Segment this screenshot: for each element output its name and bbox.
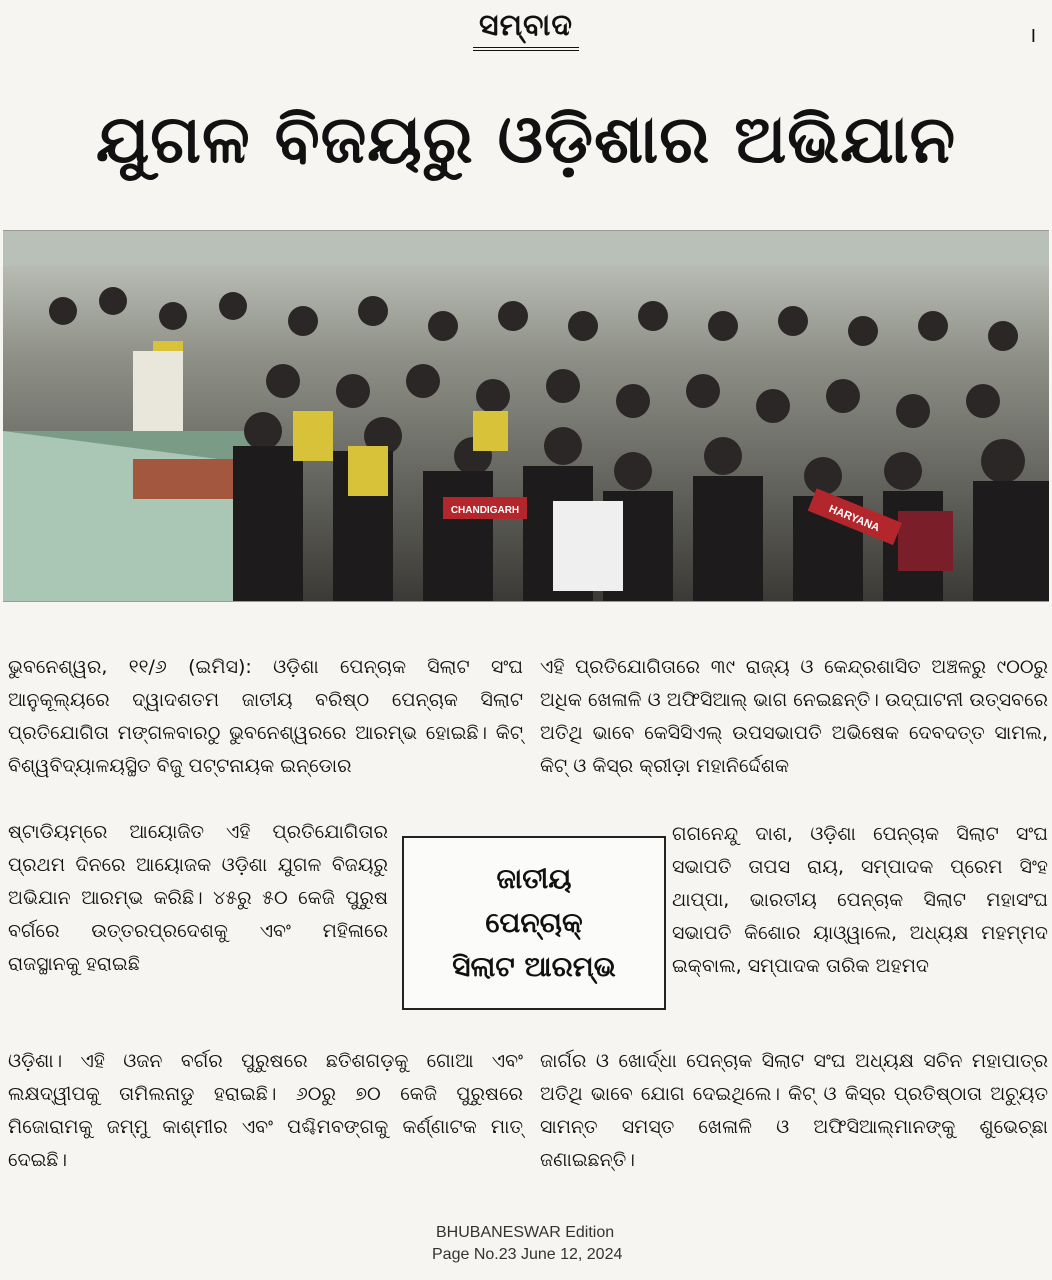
callout-line: ପେନ୍‌ଚାକ୍	[485, 906, 583, 939]
callout-box	[402, 836, 666, 1010]
placard-chandigarh	[443, 497, 527, 519]
article-paragraph: ଗଗନେନ୍ଦୁ ଦାଶ, ଓଡ଼ିଶା ପେନ୍‌ଚାକ ସିଲାଟ ସଂଘ ସଭାପତି ତାପସ ରାୟ, ସମ୍ପାଦକ ପ୍ରେମ ସିଂହ ଥାପ୍ପା, ଭାରତୀୟ ପେନ୍‌ଚାକ ସିଲାଟ ମହାସଂଘ ସଭାପତି କିଶୋର ୟାଓ୍ୱାଲେ, ଅଧ୍ୟକ୍ଷ ମହମ୍ମଦ ଇକ୍‌ବାଲ, ସମ୍ପାଦକ ତାରିକ ଅହମଦ	[672, 823, 1048, 977]
placard-label-chandigarh: CHANDIGARH	[450, 505, 520, 516]
article-column-left-top	[8, 618, 523, 816]
article-paragraph-left-bottom: ଓଡ଼ିଶା। ଏହି ଓଜନ ବର୍ଗର ପୁରୁଷରେ ଛତିଶଗଡ଼କୁ ଗୋଆ ଏବଂ ଲକ୍ଷଦ୍ୱୀପକୁ ତାମିଲନାଡୁ ହରାଇଛି। ୬୦ରୁ ୭୦ କେଜି ପୁରୁଷରେ ମିଜୋରାମକୁ ଜମ୍ମୁ କାଶ୍ମୀର ଏବଂ ପଶ୍ଚିମବଙ୍ଗକୁ କର୍ଣ୍ଣାଟକ ମାତ୍ ଦେଇଛି।	[8, 1050, 523, 1171]
article-column-right-top	[540, 618, 1048, 816]
headline: ଯୁଗଳ ବିଜୟରୁ ଓଡ଼ିଶାର ଅଭିଯାନ	[95, 101, 957, 178]
callout-line: ସିଲାଟ ଆରମ୍ଭ	[452, 950, 616, 983]
edition-label: BHUBANESWAR Edition	[436, 1224, 615, 1241]
article-paragraph: ଭୁବନେଶ୍ୱର, ୧୧/୬ (ଇମିସ): ଓଡ଼ିଶା ପେନ୍‌ଚାକ ସିଲାଟ ସଂଘ ଆନୁକୂଲ୍ୟରେ ଦ୍ୱାଦଶତମ ଜାତୀୟ ବରିଷ୍ଠ ପେନ୍‌ଚାକ ସିଲାଟ ପ୍ରତିଯୋଗିତା ମଙ୍ଗଳବାରଠୁ ଭୁବନେଶ୍ୱରରେ ଆରମ୍ଭ ହୋଇଛି। କିଟ୍ ବିଶ୍ୱବିଦ୍ୟାଳୟସ୍ଥିତ ବିଜୁ ପଟ୍ଟନାୟକ ଇନ୍‌ଡୋର	[8, 656, 523, 777]
article-paragraph: ଷ୍ଟାଡିୟମ୍‌ରେ ଆୟୋଜିତ ଏହି ପ୍ରତିଯୋଗିତାର ପ୍ରଥମ ଦିନରେ ଆୟୋଜକ ଓଡ଼ିଶା ଯୁଗଳ ବିଜୟରୁ ଅଭିଯାନ ଆରମ୍ଭ କରିଛି। ୪୫ରୁ ୫୦ କେଜି ପୁରୁଷ ବର୍ଗରେ ଉତ୍ତରପ୍ରଦେଶକୁ ଏବଂ ମହିଳାରେ ରାଜସ୍ଥାନକୁ ହରାଇଛି	[8, 821, 388, 975]
newspaper-logo: ସମ୍ବାଦ	[473, 5, 579, 51]
article-column-left-mid	[8, 816, 388, 981]
article-paragraph: ଏହି ପ୍ରତିଯୋଗିତାରେ ୩୯ ରାଜ୍ୟ ଓ କେନ୍ଦ୍ରଶାସିତ ଅଞ୍ଚଳରୁ ୯୦୦ରୁ ଅଧିକ ଖେଳାଳି ଓ ଅଫିସିଆଲ୍ ଭାଗ ନେଇଛନ୍ତି। ଉଦ୍‌ଘାଟନୀ ଉତ୍ସବରେ ଅତିଥି ଭାବେ କେସିସିଏଲ୍ ଉପସଭାପତି ଅଭିଷେକ ଦେବଦତ୍ତ ସାମଲ, କିଟ୍ ଓ କିସ୍‌ର କ୍ରୀଡ଼ା ମହାନିର୍ଦ୍ଦେଶକ	[540, 656, 1048, 777]
edition-footer	[432, 1222, 732, 1266]
page-info: Page No.23 June 12, 2024	[432, 1246, 623, 1263]
masthead	[0, 0, 1052, 55]
callout-line: ଜାତୀୟ	[496, 862, 572, 895]
placard-label-haryana: HARYANA	[827, 503, 882, 535]
crowd-photo-illustration	[3, 231, 1049, 601]
page-mark: I	[1030, 26, 1036, 47]
news-photo	[3, 230, 1049, 602]
article-paragraph-right-bottom: ଜାର୍ଗର ଓ ଖୋର୍ଦ୍ଧା ପେନ୍‌ଚାକ ସିଲାଟ ସଂଘ ଅଧ୍ୟକ୍ଷ ସଚିନ ମହାପାତ୍ର ଅତିଥି ଭାବେ ଯୋଗ ଦେଇଥିଲେ। କିଟ୍ ଓ କିସ୍‌ର ପ୍ରତିଷ୍ଠାତା ଅଚ୍ୟୁତ ସାମନ୍ତ ସମସ୍ତ ଖେଳାଳି ଓ ଅଫିସିଆଲ୍‌ମାନଙ୍କୁ ଶୁଭେଚ୍ଛା ଜଣାଇଛନ୍ତି।	[540, 1050, 1048, 1171]
article-column-right-mid	[672, 818, 1048, 983]
